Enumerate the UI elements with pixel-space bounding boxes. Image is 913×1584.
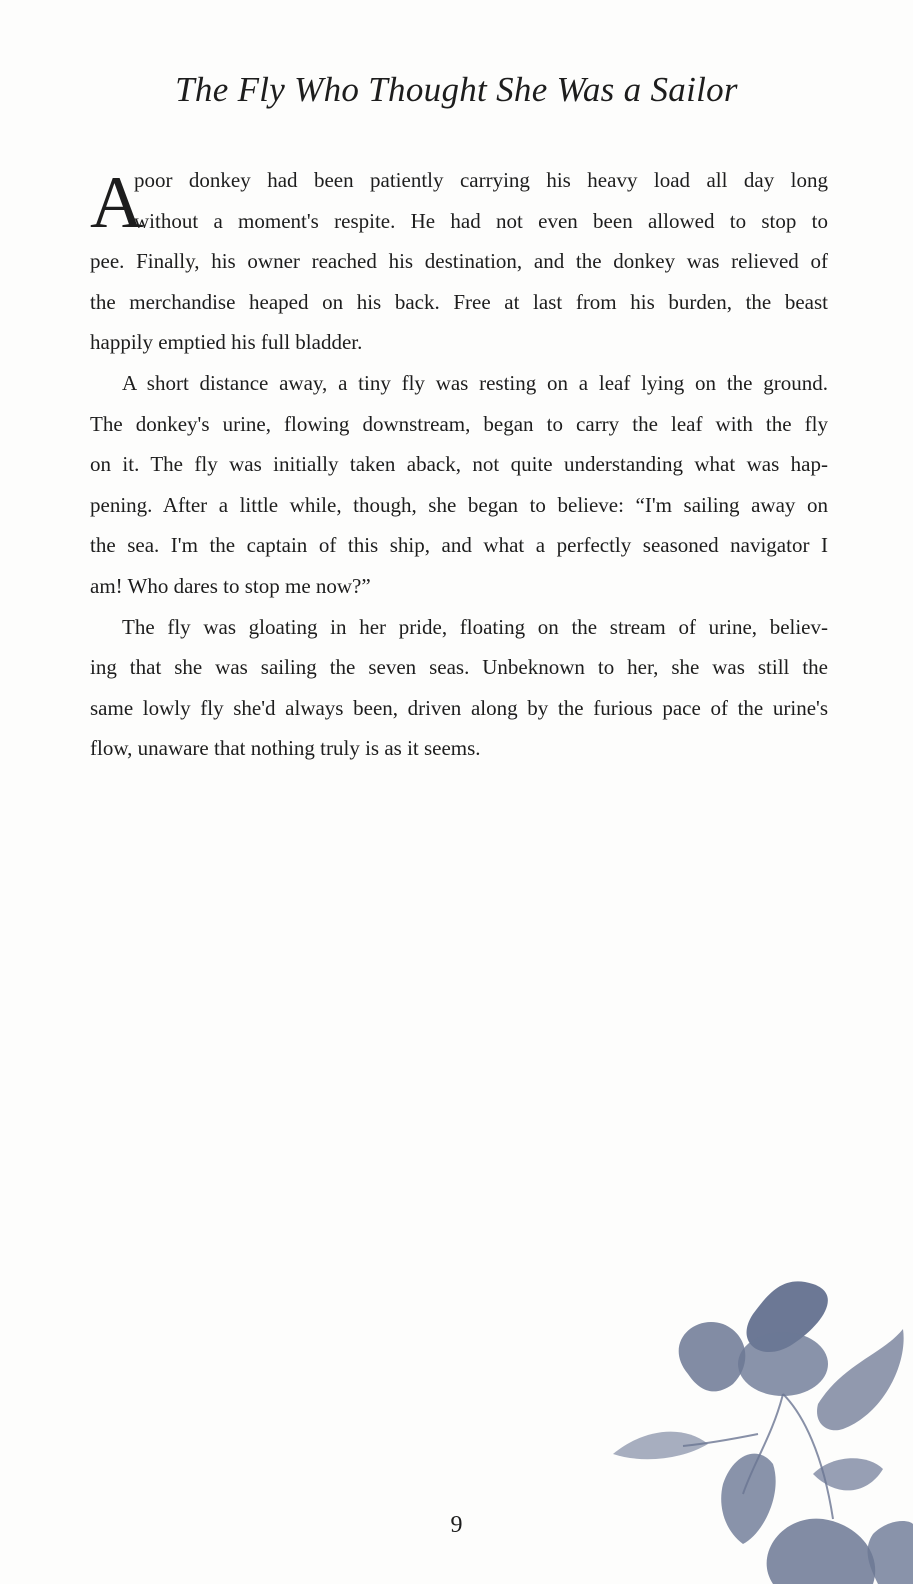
text-line: same lowly fly she'd always been, driven along by the furious pace of the urine's [90, 695, 828, 720]
text-line: pee. Finally, his owner reached his destination, and the donkey was relieved of [90, 249, 828, 274]
flower-illustration-icon [583, 1254, 913, 1584]
text-line: on it. The fly was initially taken aback, not quite understanding what was hap- [90, 452, 828, 477]
text-line: ing that she was sailing the seven seas. Unbeknown to her, she was still the [90, 655, 828, 680]
story-body [90, 160, 828, 769]
text-line: pening. After a little while, though, she began to believe: “I'm sailing away on [90, 492, 828, 517]
text-line: the sea. I'm the captain of this ship, and what a perfectly seasoned navigator I [90, 533, 828, 558]
text-line: The donkey's urine, flowing downstream, began to carry the leaf with the fly [90, 411, 828, 436]
paragraph-1 [90, 160, 828, 363]
text-line: happily emptied his full bladder. [90, 330, 363, 355]
drop-cap: A [90, 162, 144, 244]
text-line: A short distance away, a tiny fly was resting on a leaf lying on the ground. [122, 370, 828, 395]
text-line: am! Who dares to stop me now?” [90, 573, 371, 598]
page-number: 9 [450, 1512, 463, 1538]
text-line: flow, unaware that nothing truly is as it seems. [90, 736, 481, 761]
text-line: the merchandise heaped on his back. Free at last from his burden, the beast [90, 289, 828, 314]
text-line: poor donkey had been patiently carrying his heavy load all day long [134, 168, 828, 192]
story-title: The Fly Who Thought She Was a Sailor [175, 70, 738, 109]
text-line: without a moment's respite. He had not even been allowed to stop to [134, 208, 828, 233]
paragraph-2 [90, 363, 828, 607]
text-line: The fly was gloating in her pride, floating on the stream of urine, believ- [122, 614, 828, 639]
paragraph-3 [90, 607, 828, 769]
